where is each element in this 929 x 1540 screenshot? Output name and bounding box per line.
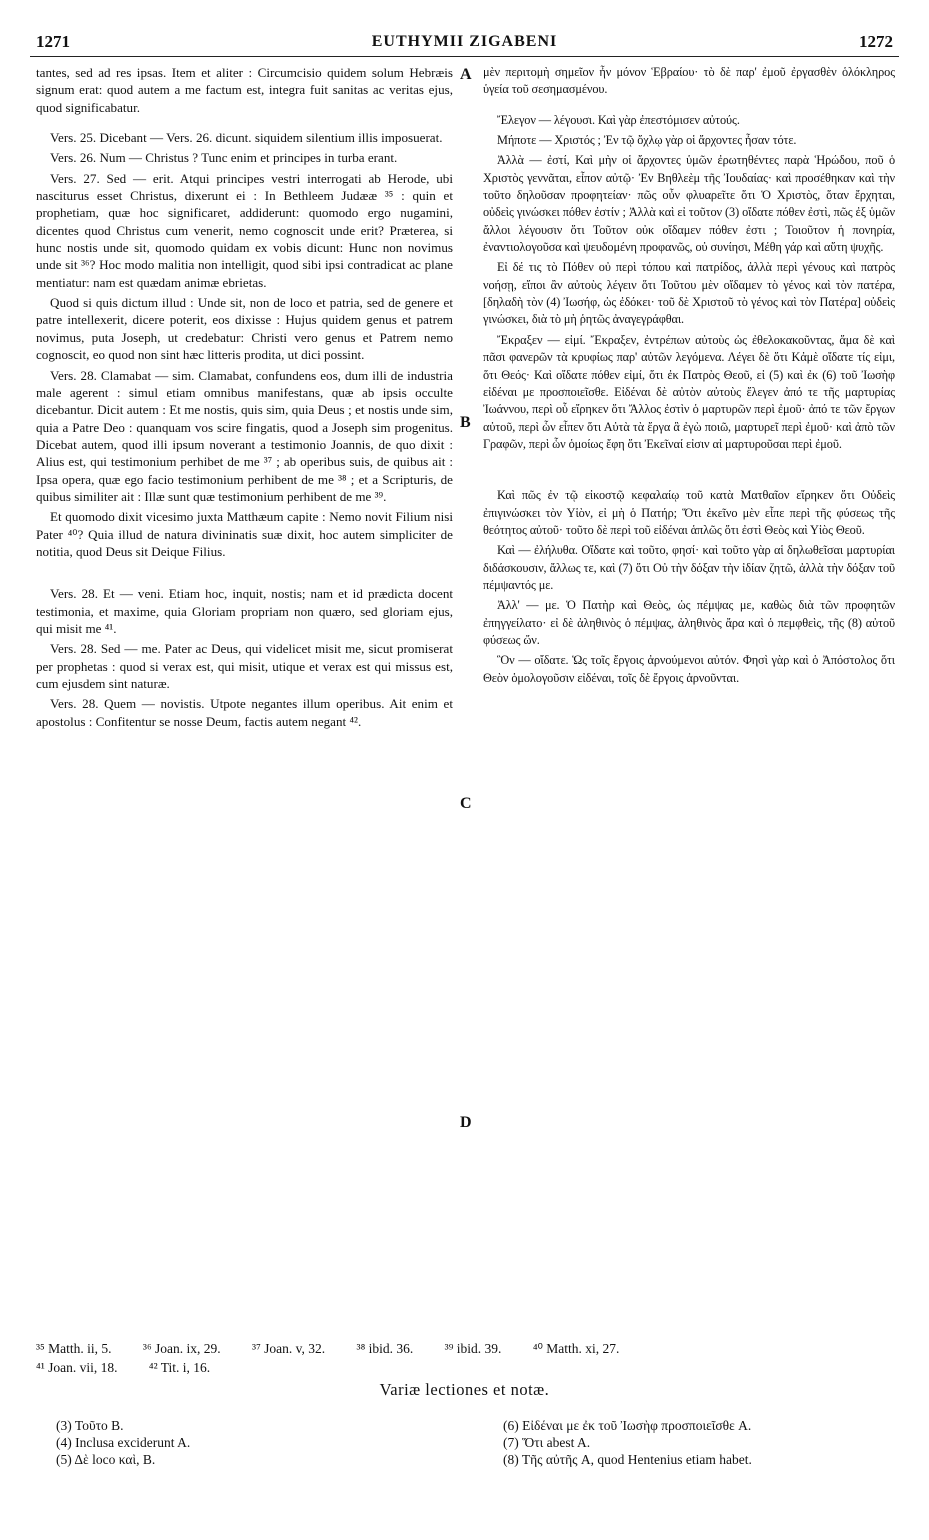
- greek-paragraph: Εἰ δέ τις τὸ Πόθεν οὐ περὶ τόπου καὶ πατρίδος, ἀλλὰ περὶ γένους καὶ πατρὸς νοήσῃ, εἴποι ἂν αὐτοὺς λέγειν ὅτι Τοῦτου μὲν οἴδαμεν τὸ γένος καὶ τὸν πατέρα, [δηλαδὴ τὸν (4) Ἰωσήφ, ὡς ἐδόκει· τοῦ δὲ Χριστοῦ τὸ γένος καὶ τὸν Πατέρα] οὐδεὶς γινώσκει, διὰ τὸ μὴ ῥητῶς ἀναγεγράφθαι.: [483, 260, 895, 327]
- latin-paragraph: Vers. 28. Clamabat — sim. Clamabat, confundens eos, dum illi de industria male agerent : simul etiam omnibus manifestans, quæ ab ipsis occulte dicebantur. Dicit autem : Et me nostis, quis sim, quia Deus ; et nostis unde sim, quia a Patre Deo : quanquam vos scire fingatis, quod a Joseph sim progenitus. Dicebat autem, quod illi ipsum noverant a testimonio Joannis, de quo dixit : Alius est, qui testimonium perhibet de me ³⁷ ; ab operibus suis, de quibus ait : Ipsa opera, quæ ego facio testimonium perhibent de me ³⁸ ; et a Scripturis, de quibus similiter ait : Illæ sunt quæ testimonium perhibent de me ³⁹.: [36, 367, 453, 504]
- margin-letter-b: B: [460, 414, 471, 431]
- page-number-left: 1271: [36, 32, 70, 51]
- variae-right-column: [503, 1417, 898, 1468]
- latin-column: [36, 64, 453, 733]
- footnote: ³⁵ Matth. ii, 5.: [36, 1341, 112, 1356]
- margin-letter-d: D: [460, 1114, 472, 1131]
- latin-paragraph: Et quomodo dixit vicesimo juxta Matthæum capite : Nemo novit Filium nisi Pater ⁴⁰? Quia illud de natura divininatis suæ dixit, hoc autem simpliciter de notitia, quod Deus sit Deique Filius.: [36, 509, 453, 559]
- variant-note: (4) Inclusa exciderunt A.: [56, 1435, 191, 1450]
- greek-paragraph: Ἔκραξεν — εἰμί. Ἔκραξεν, ἐντρέπων αὐτοὺς ὡς ἐθελοκακοῦντας, ἅμα δὲ καὶ πᾶσι φανερῶν τὰ κρυφίως παρ' αὐτῶν λεγόμενα. Λέγει δὲ ὅτι Κἀμὲ οἴδατε τίς εἰμι, ὅτι Θεός· Καὶ οἴδατε πόθεν εἰμί, ὅτι ἐκ Πατρὸς Θεοῦ, εἰ (5) καὶ ἐκ (6) τοῦ Ἰωσὴφ εἰδέναι με προσποιεῖσθε. Εἰδέναι δὲ αὐτὸν αὐτοὺς ἔλεγεν ἀπό τε τῆς μαρτυρίας Ἰωάννου, περὶ οὗ εἴρηκεν ὅτι Ἄλλος ἐστὶν ὁ μαρτυρῶν περὶ ἐμοῦ· ἀπό τε τῶν ἔργων αὐτοῦ, περὶ ὧν εἶπεν ὅτι Αὐτὰ τὰ ἔργα ἃ ἐγὼ ποιῶ, μαρτυρεῖ περὶ ἐμοῦ· καὶ ἀπὸ τῶν Γραφῶν, περὶ ὧν ὁμοίως ἔφη ὅτι Ἐκεῖναί εἰσιν αἱ μαρτυροῦσαι περὶ ἐμοῦ.: [483, 332, 895, 451]
- greek-paragraph: Ἀλλὰ — ἐστί, Καὶ μὴν οἱ ἄρχοντες ὑμῶν ἐρωτηθέντες παρὰ Ἡρώδου, ποῦ ὁ Χριστὸς γεννᾶται, εἶπον αὐτῷ· Ἐν Βηθλεὲμ τῆς Ἰουδαίας· καὶ προσέθηκαν καὶ τὴν τοῦτο δηλοῦσαν προφητείαν· πῶς οὖν φλυαρεῖτε ὅτι Ὁ Χριστὸς, ὅταν ἔρχηται, οὐδεὶς γινώσκει πόθεν ἐστίν ; Ἀλλὰ καὶ εἰ τοῦτον (3) οἴδατε πόθεν ἐστὶ, πῶς ἐξ ὑμῶν ἄλλοι λέγουσιν ὅτι Τοῦτον οὐκ οἴδαμεν πόθεν ἐστι ; Τοιοῦτον ἡ πονηρία, ἐναντιολογοῦσα καὶ ψευδομένη προφανῶς, οὐ συνίησι, Μέθη γάρ καὶ αὕτη ψυχῆς.: [483, 153, 895, 255]
- greek-paragraph: Καὶ πῶς ἐν τῷ εἰκοστῷ κεφαλαίῳ τοῦ κατὰ Ματθαῖον εἴρηκεν ὅτι Οὐδεὶς ἐπιγινώσκει τὸν Υἱὸν, εἰ μὴ ὁ Πατήρ; Ὅτι ἐκεῖνο μὲν εἶπε περὶ τῆς φύσεως τῆς θεότητος αὐτοῦ· τοῦτο δὲ περὶ τοῦ εἰδέναι ἁπλῶς ὅτι ἐστὶ Θεὸς καὶ Υἱὸς Θεοῦ.: [483, 488, 895, 537]
- greek-paragraph: Καὶ — ἐλήλυθα. Οἴδατε καὶ τοῦτο, φησί· καὶ τοῦτο γὰρ αἱ δηλωθεῖσαι μαρτυρίαι διδάσκουσιν, ἄλλως τε, καὶ (7) ὅτι Οὐ τὴν δόξαν τὴν ἰδίαν ζητῶ, ἀλλὰ τὴν δόξαν τοῦ πέμψαντός με.: [483, 543, 895, 592]
- footnote: ⁴² Tit. i, 16.: [148, 1360, 211, 1375]
- footnote: ³⁸ ibid. 36.: [356, 1341, 414, 1356]
- greek-column: [483, 64, 895, 690]
- latin-paragraph: Vers. 28. Quem — novistis. Utpote negantes illum operibus. Ait enim et apostolus : Confitentur se nosse Deum, factis autem negant ⁴².: [36, 696, 453, 729]
- latin-paragraph: Vers. 28. Et — veni. Etiam hoc, inquit, nostis; nam et id prædicta docent testimonia, et maxime, quia Gloriam propriam non quæro, sed gloriam ejus, qui misit me ⁴¹.: [36, 586, 453, 636]
- footnote: ³⁶ Joan. ix, 29.: [142, 1341, 221, 1356]
- variae-left-column: [56, 1417, 456, 1468]
- greek-paragraph: Ἔλεγον — λέγουσι. Καὶ γὰρ ἐπεστόμισεν αὐτούς.: [497, 112, 740, 127]
- variant-note: (8) Τῆς αὐτῆς A, quod Hentenius etiam habet.: [503, 1452, 752, 1467]
- latin-paragraph: Vers. 26. Num — Christus ? Tunc enim et principes in turba erant.: [50, 150, 398, 166]
- latin-paragraph: Quod si quis dictum illud : Unde sit, non de loco et patria, sed de genere et patre intellexerit, dicere poterit, eos dixisse : Hujus quidem genus et patrem novimus, puta Joseph, ut credebatur: Christi vero genus et Patrem nemo cognoscit, eo quod non sint hæc litteris prodita, ut dici possint.: [36, 295, 453, 363]
- variae-title: Variæ lectiones et notæ.: [379, 1380, 550, 1399]
- latin-paragraph: Vers. 25. Dicebant — Vers. 26. dicunt. siquidem silentium illis imposuerat.: [50, 130, 443, 146]
- margin-letter-a: A: [460, 66, 472, 83]
- latin-paragraph: tantes, sed ad res ipsas. Item et aliter : Circumcisio quidem solum Hebræis signum erat: quod autem a me factum est, integra fuit sanitas ac veritas ejus, quod significabatur.: [36, 65, 453, 115]
- variant-note: (7) Ὅτι abest A.: [503, 1435, 591, 1450]
- greek-paragraph: Ὃν — οἴδατε. Ὡς τοῖς ἔργοις ἀρνούμενοι αὐτόν. Φησὶ γὰρ καὶ ὁ Ἀπόστολος ὅτι Θεὸν ὁμολογοῦσιν εἰδέναι, τοῖς δὲ ἔργοις ἀρνοῦνται.: [483, 653, 895, 685]
- greek-paragraph: Μήποτε — Χριστός ; Ἐν τῷ ὄχλῳ γὰρ οἱ ἄρχοντες ἦσαν τότε.: [497, 133, 797, 148]
- footnotes-line-2: [36, 1360, 895, 1376]
- margin-letter-c: C: [460, 795, 472, 812]
- footnotes-line-1: [36, 1341, 895, 1357]
- footnote: ³⁷ Joan. v, 32.: [252, 1341, 326, 1356]
- footnote: ³⁹ ibid. 39.: [444, 1341, 502, 1356]
- greek-paragraph: μὲν περιτομὴ σημεῖον ἦν μόνον Ἑβραίου· τὸ δὲ παρ' ἐμοῦ ἐργασθὲν ὁλόκληρος ὑγεία τοῦ σεσημασμένου.: [483, 65, 895, 97]
- variant-note: (6) Εἰδέναι με ἐκ τοῦ Ἰωσὴφ προσποιεῖσθε A.: [503, 1418, 752, 1433]
- page-header: [30, 30, 899, 57]
- greek-paragraph: Ἀλλ' — με. Ὁ Πατὴρ καὶ Θεὸς, ὡς πέμψας με, καθὼς διὰ τῶν προφητῶν ἐπηγγείλατο· εἰ δὲ ἀληθινὸς ὁ πέμψας, ἀληθινὸς ἄρα καὶ ὁ πεμφθεὶς, τῆς (8) αὐτοῦ φύσεως ὤν.: [483, 598, 895, 647]
- page-number-right: 1272: [859, 32, 893, 51]
- latin-paragraph: Vers. 28. Sed — me. Pater ac Deus, qui videlicet misit me, sicut promiserat per prophetas : quod si verax est, qui misit, utique et verax est qui missus est, cum ejusdem sint naturæ.: [36, 641, 453, 691]
- footnote: ⁴⁰ Matth. xi, 27.: [532, 1341, 620, 1356]
- latin-paragraph: Vers. 27. Sed — erit. Atqui principes vestri interrogati ab Herode, ubi nasciturus esset Christus, dixerunt ei : In Bethleem Judææ ³⁵ : quin et prophetiam, quæ hoc significaret, addiderunt: quomodo ergo nugamini, dicentes quod Christus cum venerit, nemo cognoscit unde erit? Præterea, si hunc nostis unde sit, quomodo quidam ex vobis dicunt: Hunc non novimus unde sit ³⁶? Hoc modo malitia non intelligit, quod sibi ipsi contradicat ac plane mentiatur: nam est quædam animæ ebrietas.: [36, 170, 453, 290]
- footnote: ⁴¹ Joan. vii, 18.: [36, 1360, 118, 1375]
- variant-note: (5) Δὲ loco καὶ, B.: [56, 1452, 156, 1467]
- variant-note: (3) Τοῦτο B.: [56, 1418, 124, 1433]
- running-title: EUTHYMII ZIGABENI: [371, 33, 558, 50]
